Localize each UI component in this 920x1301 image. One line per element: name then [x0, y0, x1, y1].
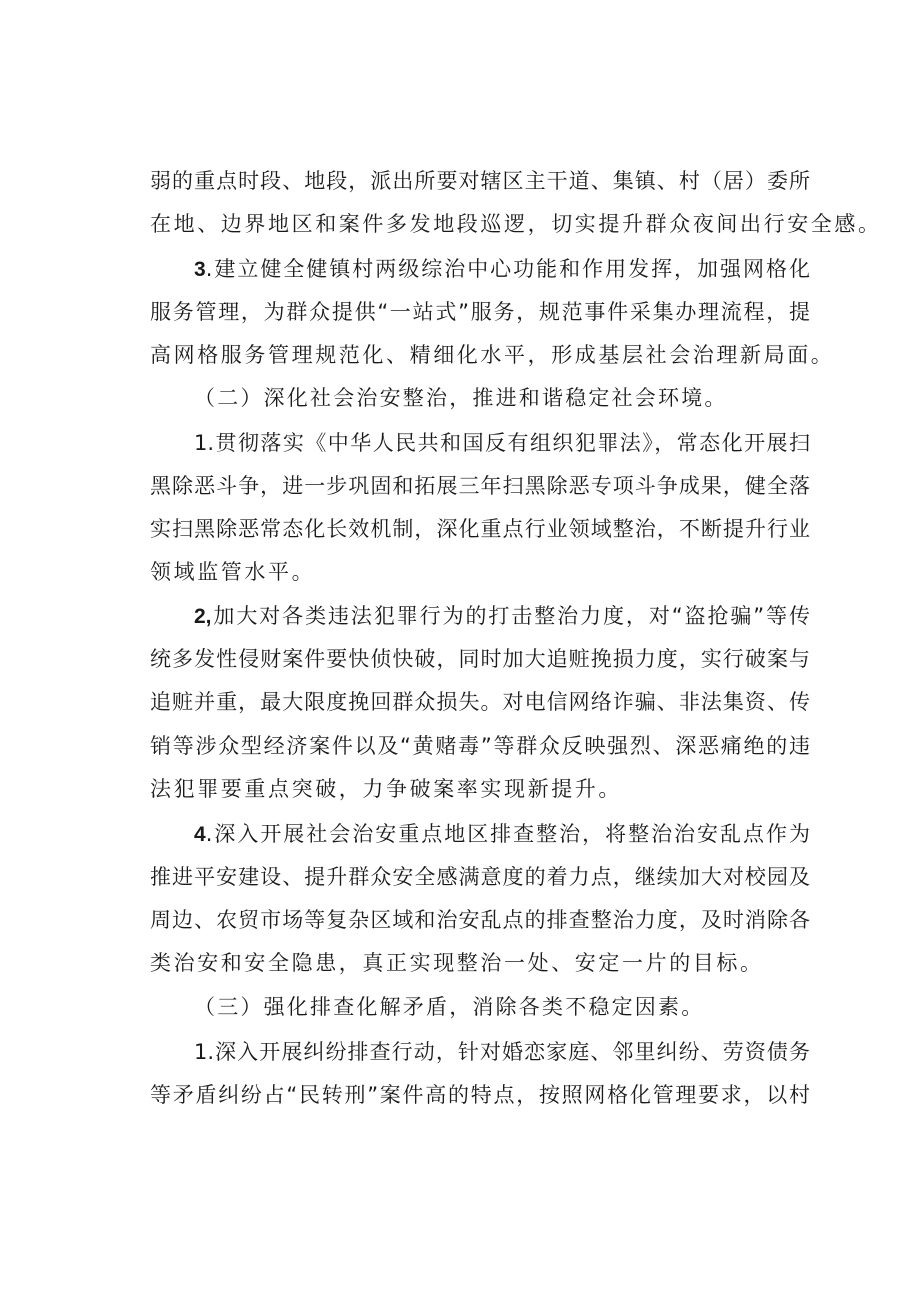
paragraph-line: 类治安和安全隐患，真正实现整治一处、安定一片的目标。 [150, 951, 764, 975]
paragraph-line: 服务管理，为群众提供“一站式”服务，规范事件采集办理流程，提 [150, 300, 810, 324]
paragraph-line: 黑除恶斗争，进一步巩固和拓展三年扫黑除恶专项斗争成果，健全落 [150, 474, 810, 498]
paragraph-line: 在地、边界地区和案件多发地段巡逻，切实提升群众夜间出行安全感。 [150, 212, 882, 236]
paragraph-text: 加大对各类违法犯罪行为的打击整治力度，对“盗抢骗”等传 [211, 604, 810, 628]
paragraph-line: 周边、农贸市场等复杂区域和治安乱点的排查整治力度，及时消除各 [150, 908, 810, 932]
section-heading: （三）强化排查化解矛盾，消除各类不稳定因素。 [194, 995, 705, 1019]
paragraph-text: .建立健全健镇村两级综治中心功能和作用发挥，加强网格化 [205, 257, 810, 281]
paragraph-line: 1.贯彻落实《中华人民共和国反有组织犯罪法》，常态化开展扫 [194, 431, 810, 455]
paragraph-line: 高网格服务管理规范化、精细化水平，形成基层社会治理新局面。 [150, 343, 835, 367]
paragraph-line: 领域监管水平。 [150, 560, 316, 584]
list-number: 4 [194, 823, 206, 846]
paragraph-line: 推进平安建设、提升群众安全感满意度的着力点，继续加大对校园及 [150, 865, 810, 889]
paragraph-text: .深入开展社会治安重点地区排查整治，将整治治安乱点作为 [205, 822, 810, 846]
paragraph-line: 销等涉众型经济案件以及“黄赌毒”等群众反映强烈、深恶痛绝的违 [150, 734, 810, 758]
paragraph-line: 等矛盾纠纷占“民转刑”案件高的特点，按照网格化管理要求，以村 [150, 1083, 810, 1107]
paragraph-line: 追赃并重，最大限度挽回群众损失。对电信网络诈骗、非法集资、传 [150, 690, 810, 714]
paragraph-line [194, 251, 810, 287]
list-number: 2, [194, 605, 212, 628]
paragraph-line: 弱的重点时段、地段，派出所要对辖区主干道、集镇、村（居）委所 [150, 169, 810, 193]
paragraph-line [194, 816, 810, 852]
paragraph-line: 1.深入开展纠纷排查行动，针对婚恋家庭、邻里纠纷、劳资债务 [194, 1040, 810, 1064]
paragraph-line [194, 598, 810, 634]
paragraph-line: 法犯罪要重点突破，力争破案率实现新提升。 [150, 777, 622, 801]
list-number: 3 [194, 258, 206, 281]
paragraph-line: 统多发性侵财案件要快侦快破，同时加大追赃挽损力度，实行破案与 [150, 647, 810, 671]
paragraph-line: 实扫黑除恶常态化长效机制，深化重点行业领域整治，不断提升行业 [150, 517, 810, 541]
section-heading: （二）深化社会治安整治，推进和谐稳定社会环境。 [194, 386, 728, 410]
